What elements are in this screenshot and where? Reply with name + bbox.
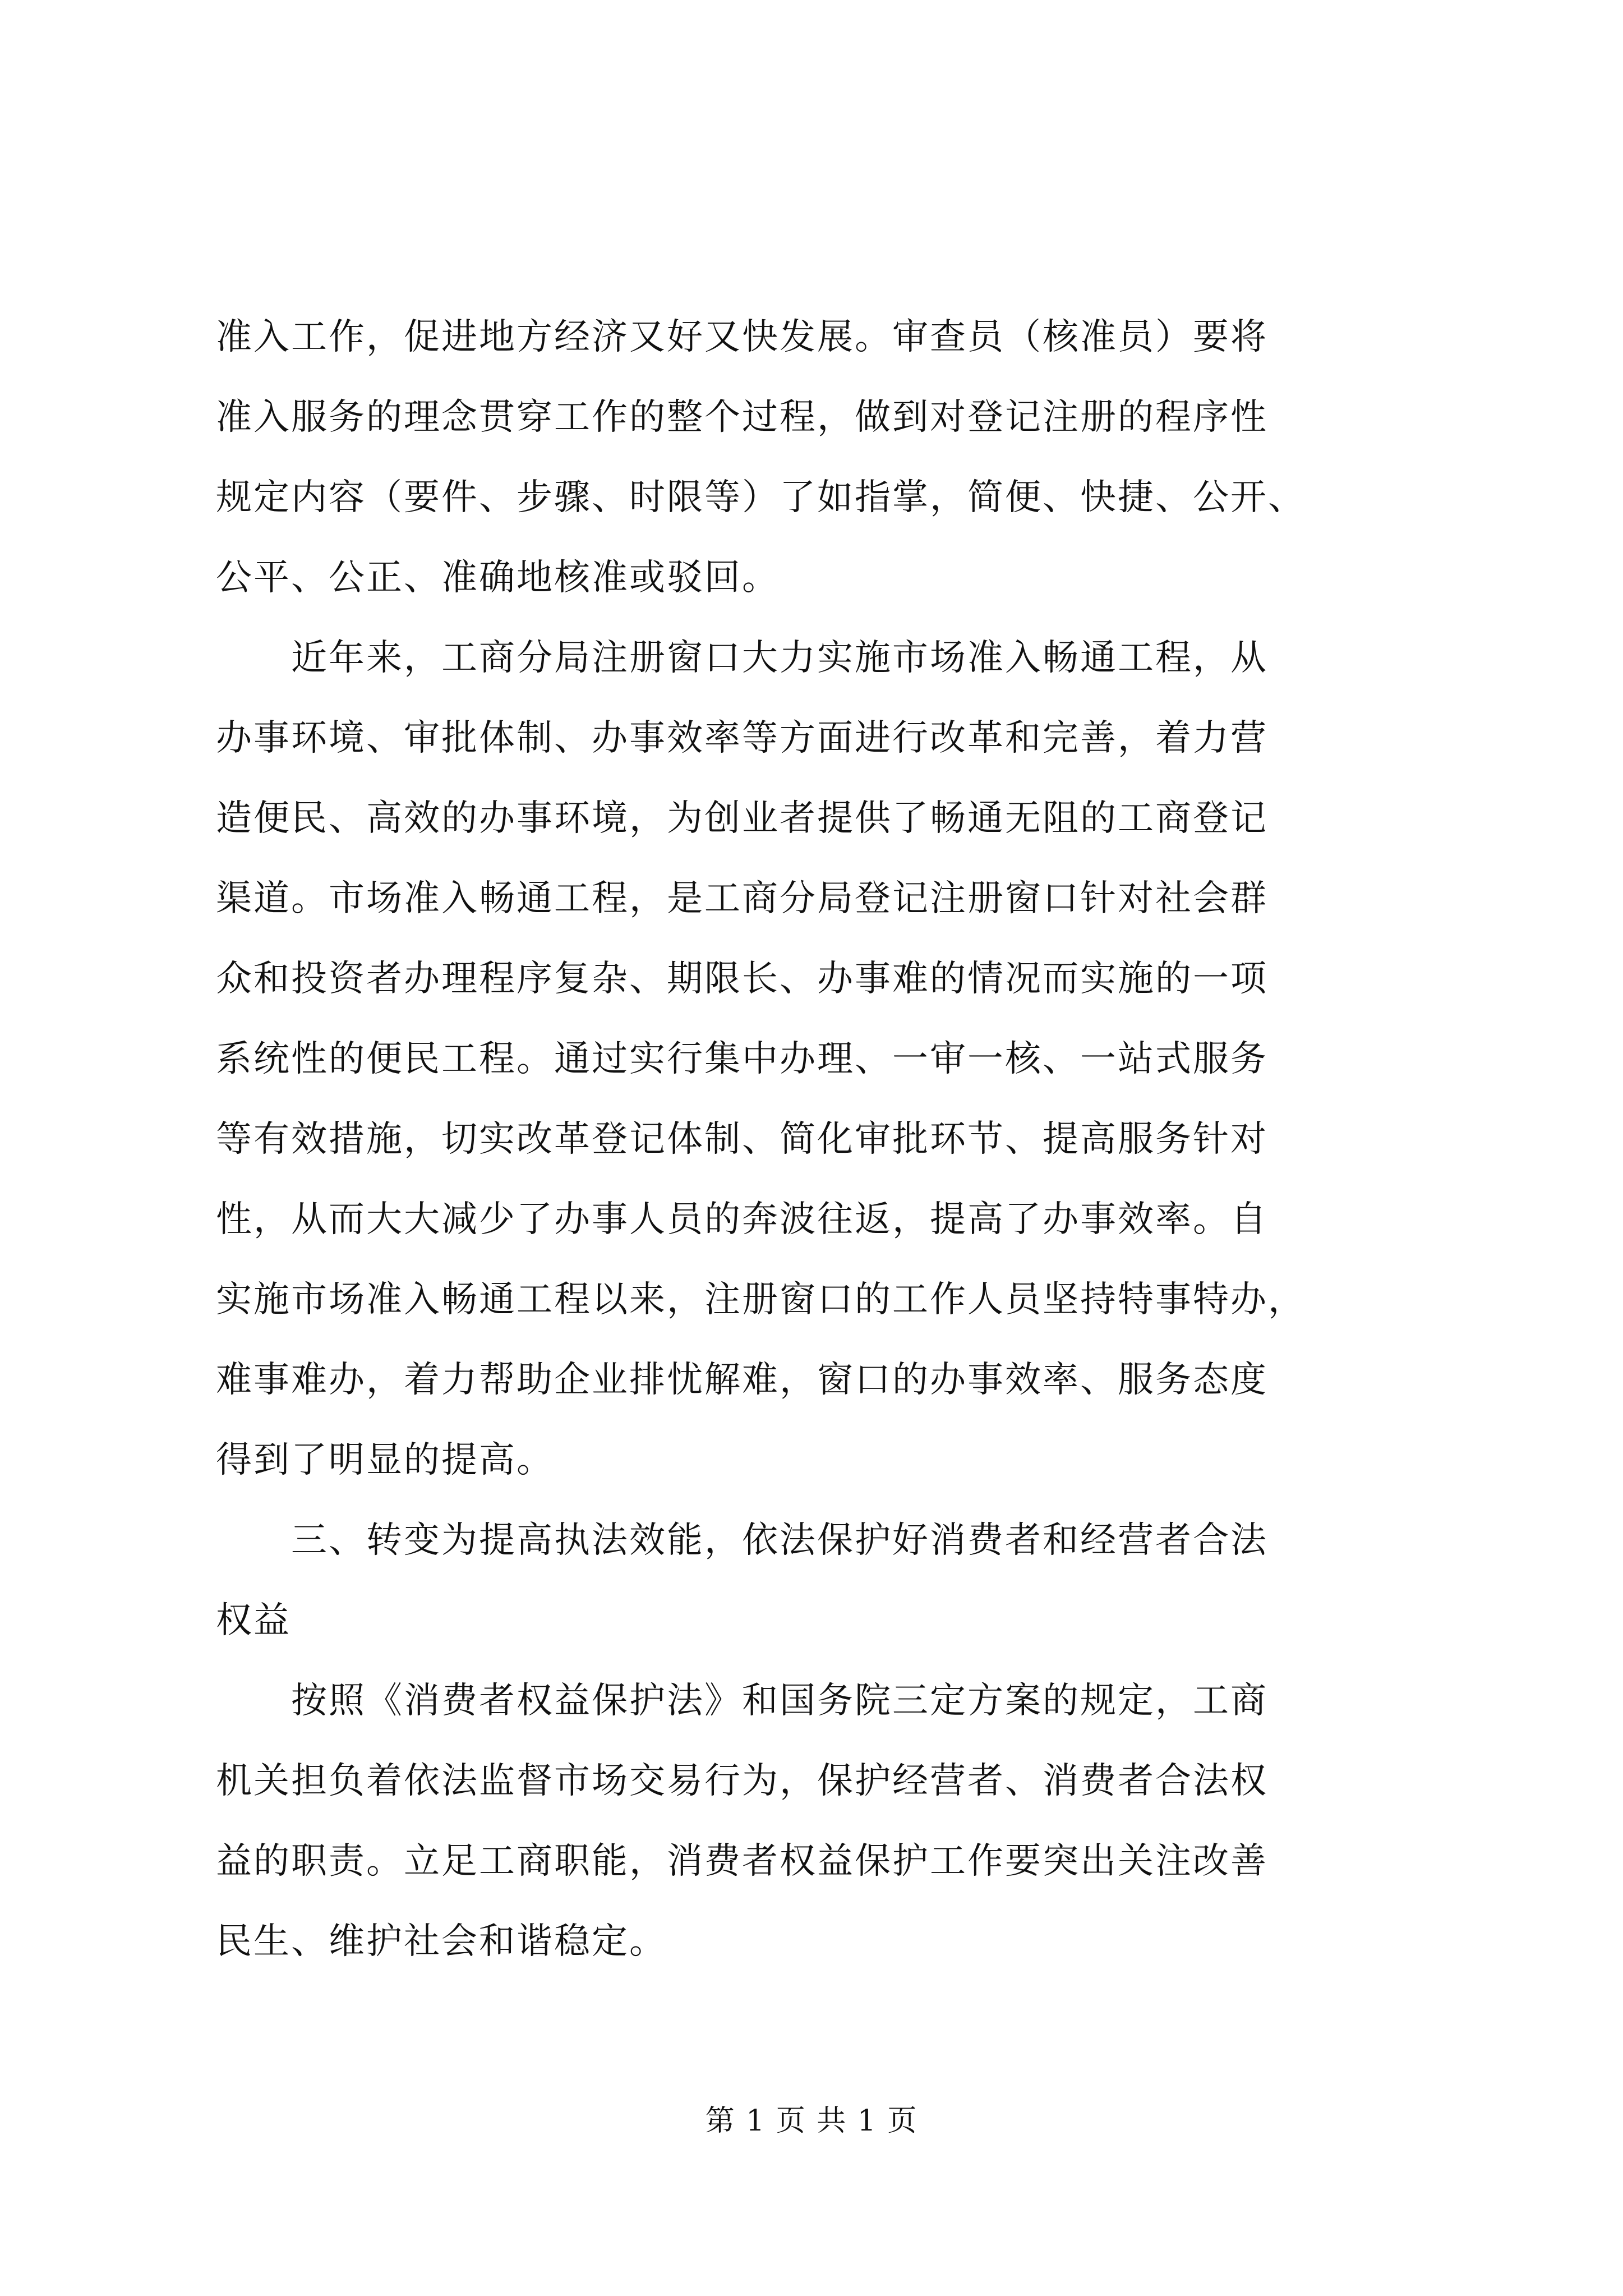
text-line: 益的职责。立足工商职能，消费者权益保护工作要突出关注改善 bbox=[216, 1841, 1268, 1882]
text-line: 实施市场准入畅通工程以来，注册窗口的工作人员坚持特事特办， bbox=[216, 1279, 1306, 1320]
text-line: 近年来，工商分局注册窗口大力实施市场准入畅通工程，从 bbox=[216, 637, 1268, 679]
text-line: 众和投资者办理程序复杂、期限长、办事难的情况而实施的一项 bbox=[216, 958, 1268, 1000]
text-line: 机关担负着依法监督市场交易行为，保护经营者、消费者合法权 bbox=[216, 1760, 1268, 1802]
text-line: 得到了明显的提高。 bbox=[216, 1439, 554, 1481]
text-line: 性，从而大大减少了办事人员的奔波往返，提高了办事效率。自 bbox=[216, 1199, 1268, 1240]
text-line: 系统性的便民工程。通过实行集中办理、一审一核、一站式服务 bbox=[216, 1038, 1268, 1080]
text-line: 公平、公正、准确地核准或驳回。 bbox=[216, 557, 780, 599]
text-line: 准入工作，促进地方经济又好又快发展。审查员（核准员）要将 bbox=[216, 316, 1268, 358]
text-line: 民生、维护社会和谐稳定。 bbox=[216, 1921, 667, 1962]
text-line: 等有效措施，切实改革登记体制、简化审批环节、提高服务针对 bbox=[216, 1119, 1268, 1160]
text-line: 准入服务的理念贯穿工作的整个过程，做到对登记注册的程序性 bbox=[216, 397, 1268, 438]
section-heading-line: 三、转变为提高执法效能，依法保护好消费者和经营者合法 bbox=[216, 1520, 1268, 1561]
document-body bbox=[216, 297, 1422, 1982]
section-heading-line: 权益 bbox=[216, 1600, 291, 1641]
text-line: 办事环境、审批体制、办事效率等方面进行改革和完善，着力营 bbox=[216, 717, 1268, 759]
text-line: 渠道。市场准入畅通工程，是工商分局登记注册窗口针对社会群 bbox=[216, 878, 1268, 919]
text-line: 造便民、高效的办事环境，为创业者提供了畅通无阻的工商登记 bbox=[216, 798, 1268, 839]
text-line: 规定内容（要件、步骤、时限等）了如指掌，简便、快捷、公开、 bbox=[216, 477, 1306, 518]
page-number-footer: 第 1 页 共 1 页 bbox=[705, 2104, 918, 2138]
text-line: 难事难办，着力帮助企业排忧解难，窗口的办事效率、服务态度 bbox=[216, 1359, 1268, 1401]
text-line: 按照《消费者权益保护法》和国务院三定方案的规定，工商 bbox=[216, 1680, 1268, 1722]
